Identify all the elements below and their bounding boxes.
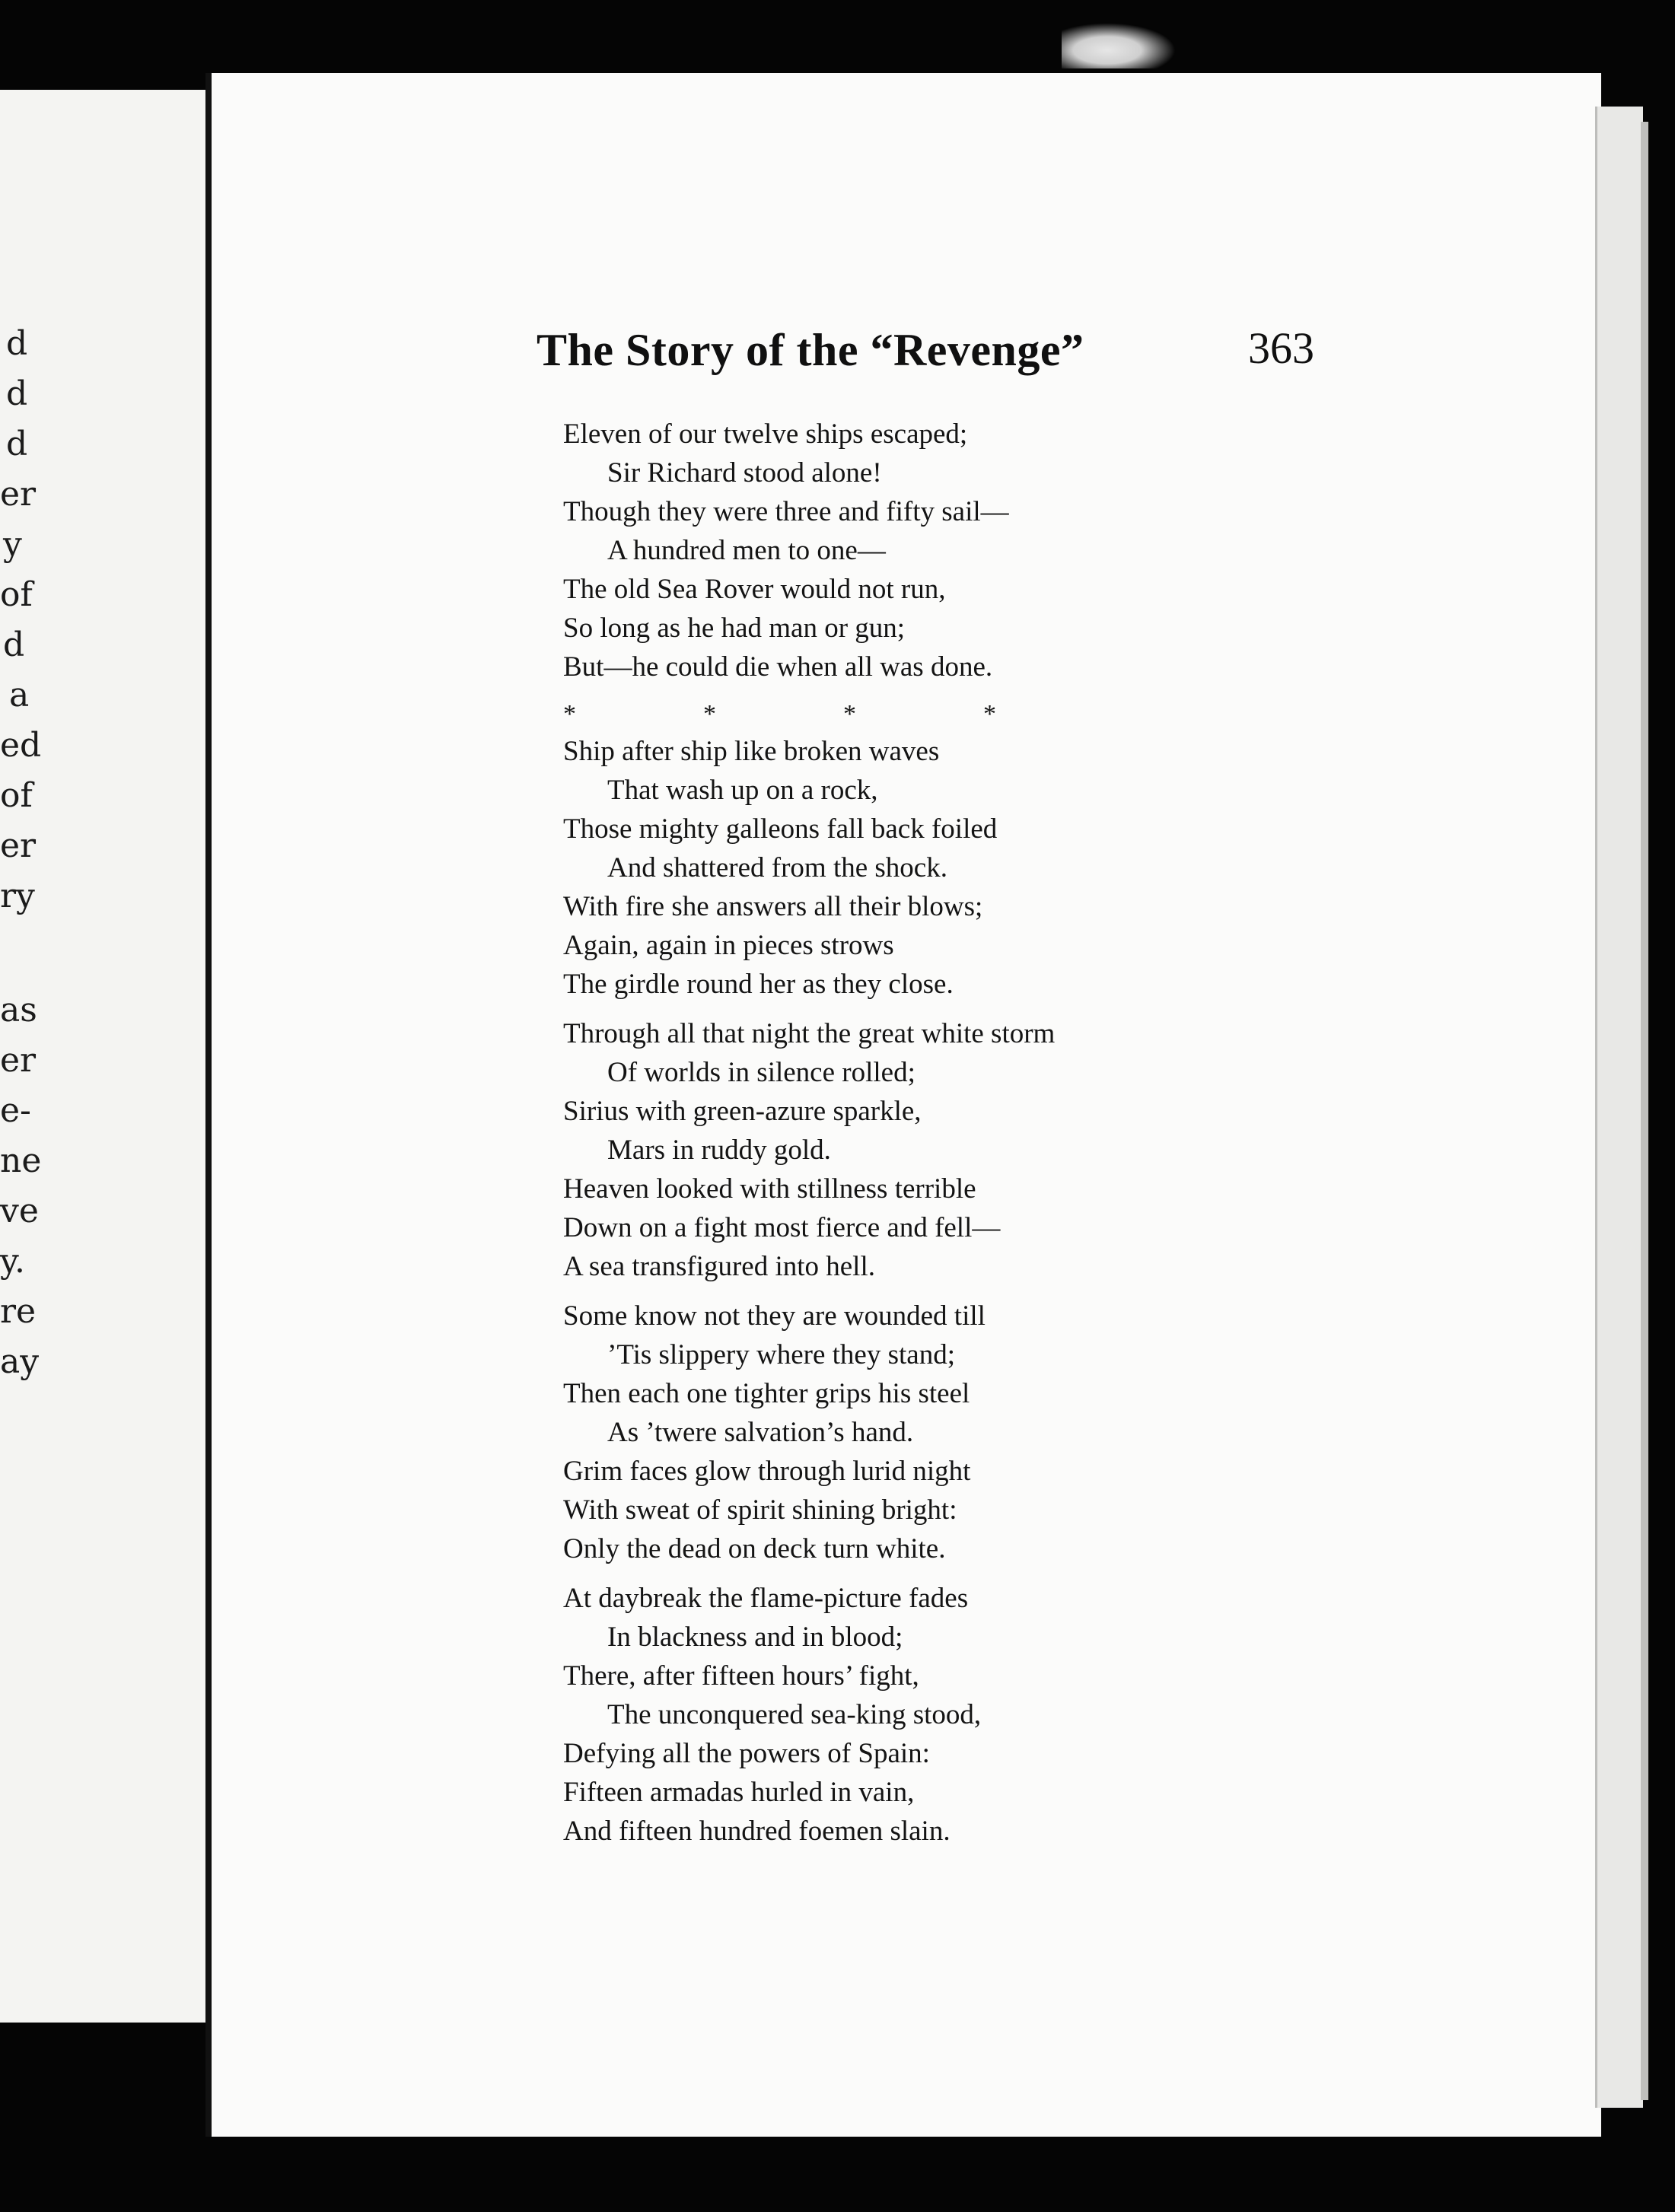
poem-line: The unconquered sea-king stood,	[607, 1699, 982, 1730]
poem-line: So long as he had man or gun;	[563, 613, 906, 644]
poem-line: Some know not they are wounded till	[563, 1300, 986, 1332]
poem-line: And shattered from the shock.	[607, 852, 947, 883]
section-break-asterisks	[563, 697, 1294, 732]
poem-line: Defying all the powers of Spain:	[563, 1738, 930, 1769]
facing-page-text-fragment: d	[6, 425, 28, 463]
stanza	[563, 1297, 1294, 1568]
poem-line: Again, again in pieces strows	[563, 930, 894, 961]
facing-page-text-fragment: ay	[0, 1342, 40, 1381]
facing-page-text-fragment: ve	[0, 1192, 39, 1230]
facing-page-text-fragment: ed	[0, 726, 42, 765]
poem-line: The old Sea Rover would not run,	[563, 574, 946, 605]
poem-line: Only the dead on deck turn white.	[563, 1533, 946, 1564]
facing-page-text-fragment: ne	[0, 1141, 42, 1180]
facing-page-text-fragment: d	[3, 625, 25, 664]
poem-line: Through all that night the great white storm	[563, 1018, 1056, 1049]
poem-line: A sea transfigured into hell.	[563, 1251, 875, 1282]
facing-page-text-fragment: of	[0, 776, 33, 815]
poem-line: Those mighty galleons fall back foiled	[563, 813, 998, 845]
asterisk: *	[563, 700, 576, 728]
facing-page-text-fragment: er	[0, 1041, 37, 1080]
poem-line: Grim faces glow through lurid night	[563, 1456, 971, 1487]
poem-line: Sirius with green-azure sparkle,	[563, 1096, 922, 1127]
poem-line: As ’twere salvation’s hand.	[607, 1417, 914, 1448]
poem-line: Heaven looked with stillness terrible	[563, 1173, 976, 1205]
asterisk: *	[983, 700, 996, 728]
facing-page-text-fragment: re	[0, 1292, 37, 1331]
facing-page-text-fragment: e-	[0, 1091, 31, 1130]
poem-line: Of worlds in silence rolled;	[607, 1057, 916, 1088]
poem-line: Fifteen armadas hurled in vain,	[563, 1777, 915, 1808]
poem-line: There, after fifteen hours’ fight,	[563, 1660, 919, 1692]
poem-line: With fire she answers all their blows;	[563, 891, 983, 922]
facing-page-text-fragment: as	[0, 991, 37, 1030]
poem-line: Down on a fight most fierce and fell—	[563, 1212, 1001, 1243]
poem-body	[563, 415, 1294, 1861]
poem-line: The girdle round her as they close.	[563, 969, 954, 1000]
poem-line: Then each one tighter grips his steel	[563, 1378, 970, 1409]
poem-line: Mars in ruddy gold.	[607, 1135, 831, 1166]
page-edge	[1595, 107, 1643, 2108]
facing-page-text-fragment: a	[9, 676, 30, 715]
poem-line: And fifteen hundred foemen slain.	[563, 1816, 951, 1847]
stanza	[563, 697, 1294, 1004]
facing-page-text-fragment: er	[0, 475, 37, 514]
facing-page-text-fragment: of	[0, 575, 33, 614]
asterisk: *	[703, 700, 716, 728]
facing-page-text-fragment: ry	[0, 877, 35, 915]
poem-line: In blackness and in blood;	[607, 1622, 903, 1653]
stanza	[563, 415, 1294, 686]
scan-artifact	[1062, 23, 1176, 68]
running-head-title: The Story of the “Revenge”	[537, 325, 1084, 375]
page-edge-shadow	[1641, 122, 1648, 2100]
poem-line: But—he could die when all was done.	[563, 651, 993, 683]
poem-line: Eleven of our twelve ships escaped;	[563, 419, 968, 450]
facing-page-text-fragment: d	[6, 324, 28, 363]
poem-line: Ship after ship like broken waves	[563, 736, 940, 767]
poem-line: A hundred men to one—	[607, 535, 886, 566]
poem-line: Though they were three and fifty sail—	[563, 496, 1009, 527]
facing-page-text-fragment: y	[3, 525, 22, 564]
stanza	[563, 1014, 1294, 1286]
poem-line: At daybreak the flame-picture fades	[563, 1583, 969, 1614]
asterisk: *	[843, 700, 856, 728]
facing-page-left	[0, 90, 210, 2023]
poem-line: That wash up on a rock,	[607, 775, 878, 806]
facing-page-text-fragment: y.	[0, 1242, 25, 1281]
poem-line: ’Tis slippery where they stand;	[607, 1339, 955, 1370]
facing-page-text-fragment: er	[0, 826, 37, 865]
stanza	[563, 1579, 1294, 1851]
poem-line: Sir Richard stood alone!	[607, 457, 882, 489]
poem-line: With sweat of spirit shining bright:	[563, 1494, 957, 1526]
page-number: 363	[1248, 323, 1314, 373]
facing-page-text-fragment: d	[6, 374, 28, 413]
